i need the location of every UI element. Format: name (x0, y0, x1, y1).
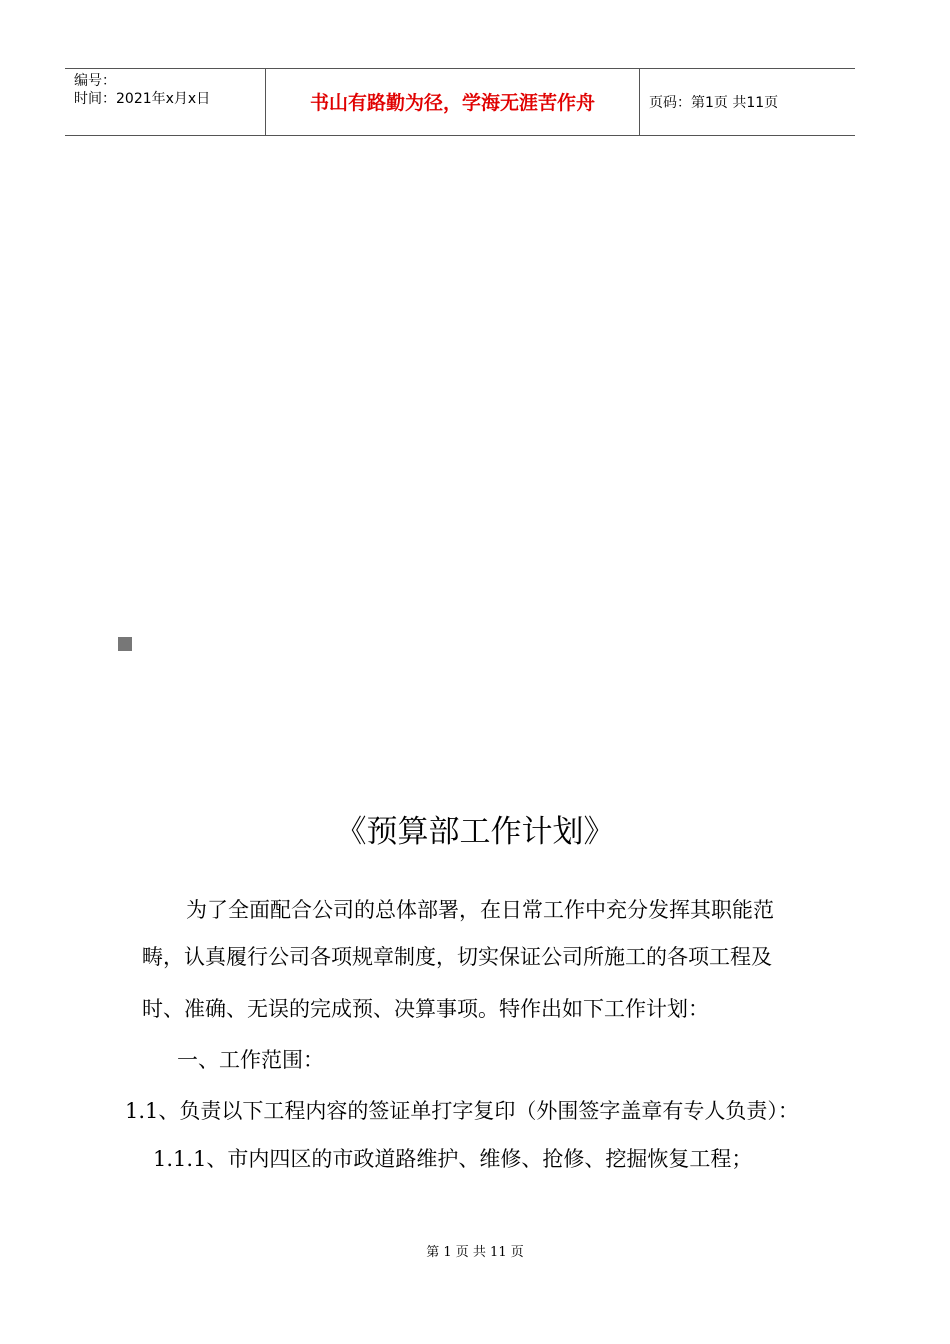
document-title: 《预算部工作计划》 (335, 814, 615, 850)
square-bullet-icon (118, 637, 132, 651)
header-page-code: 页码：第1页 共11页 (649, 95, 779, 111)
header-meta-cell (65, 69, 266, 135)
page-footer: 第 1 页 共 11 页 (426, 1245, 524, 1260)
header-motto: 书山有路勤为径，学海无涯苦作舟 (309, 92, 595, 114)
document-number-label: 编号： (74, 73, 116, 89)
section-heading: 一、工作范围： (177, 1048, 324, 1072)
header-page-cell (640, 69, 855, 135)
subsection-line: 1.1、负责以下工程内容的签证单打字复印（外围签字盖章有专人负责）： (125, 1099, 799, 1123)
header-table (65, 68, 855, 136)
document-time-label: 时间：2021年x月x日 (74, 91, 211, 107)
paragraph-line: 时、准确、无误的完成预、决算事项。特作出如下工作计划： (142, 997, 709, 1021)
paragraph-line: 为了全面配合公司的总体部署，在日常工作中充分发挥其职能范 (186, 898, 774, 922)
header-motto-cell (266, 69, 640, 135)
subsection-line: 1.1.1、市内四区的市政道路维护、维修、抢修、挖掘恢复工程； (153, 1147, 753, 1171)
paragraph-line: 畴，认真履行公司各项规章制度，切实保证公司所施工的各项工程及 (142, 945, 772, 969)
